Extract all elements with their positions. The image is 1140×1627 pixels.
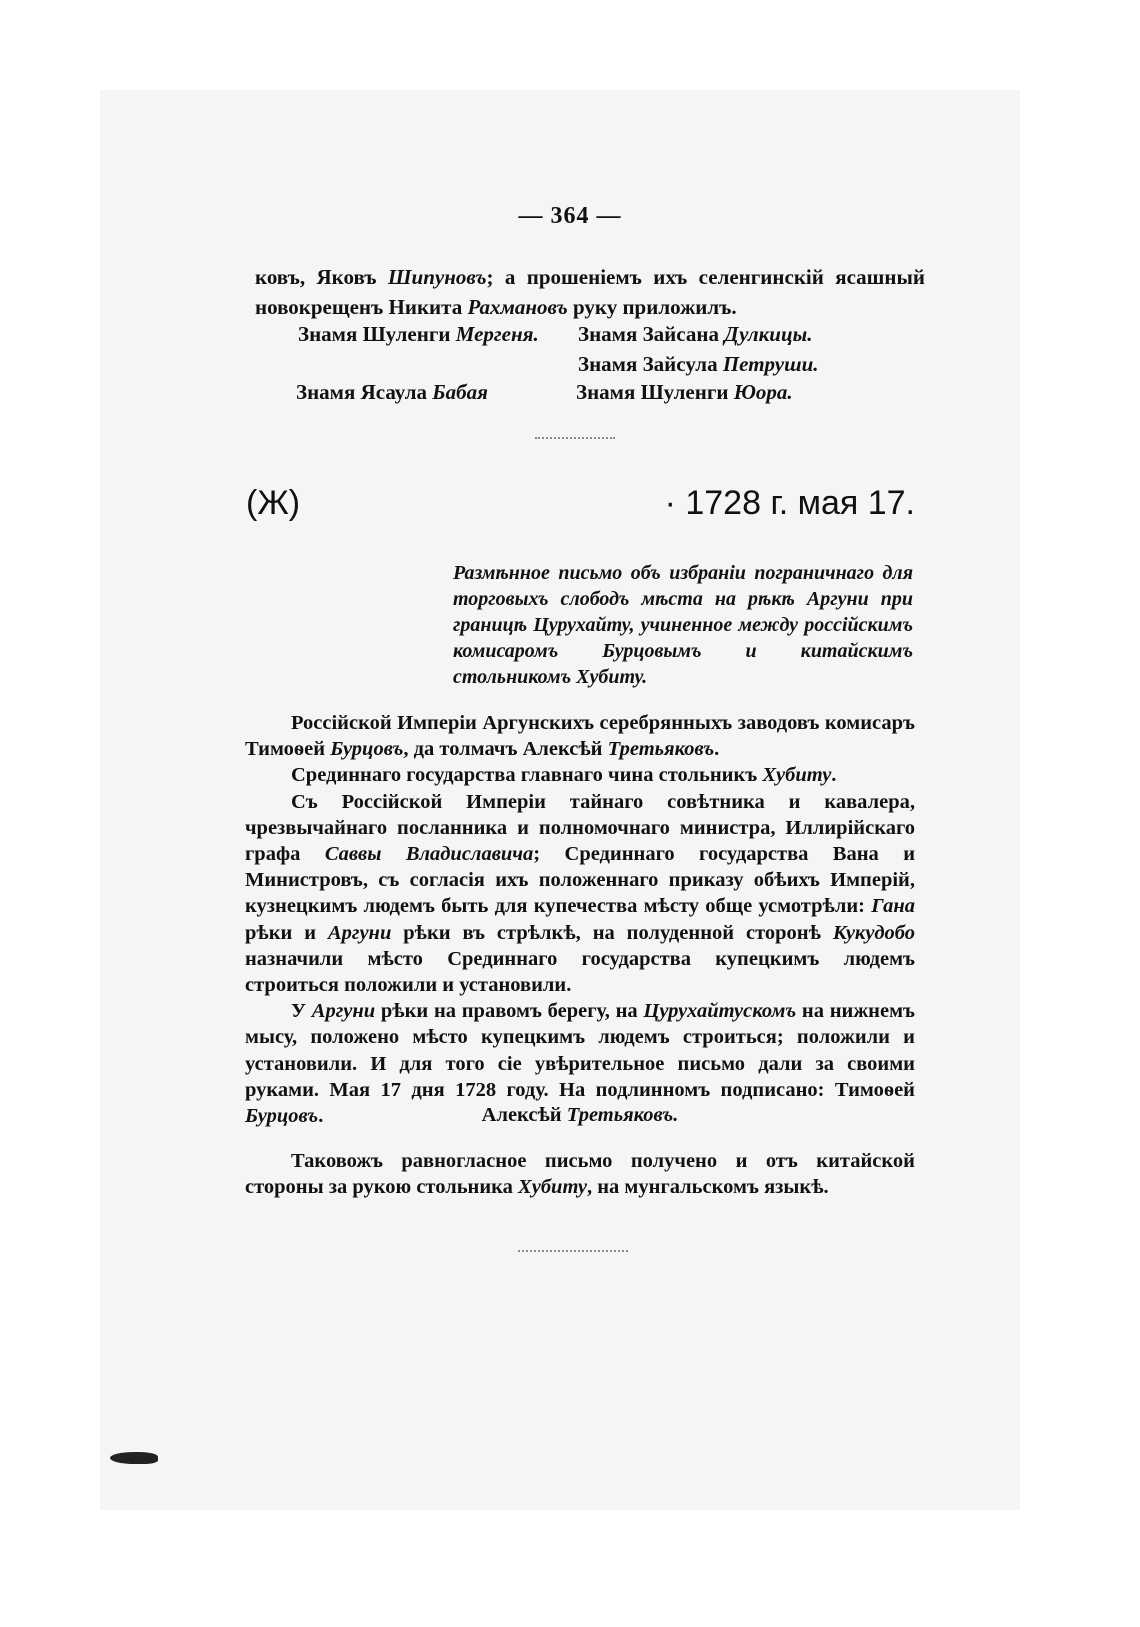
text-run: руку приложилъ. xyxy=(567,295,737,319)
signature-petrushi: Знамя Зайсула Петруши. xyxy=(578,352,819,376)
signature-babaya: Знамя Ясаула Бабая xyxy=(296,380,488,404)
text-run: ; а прошеніемъ ихъ селенгинскій ясашный новокрещенъ Никита xyxy=(255,265,925,319)
separator-rule xyxy=(535,437,615,439)
body-text xyxy=(245,710,915,1129)
paragraph: Съ Россійской Имперіи тайнаго совѣтника и кавалера, чрезвычайнаго посланника и полномочнаго министра, Иллирійскаго графа Саввы Владиславича; Срединнаго государства Вана и Министровъ, съ согласія ихъ положеннаго приказу обѣихъ Имперій, кузнецкимъ людемъ быть для купечества мѣсту обще усмотрѣли: Гана рѣки и Аргуни рѣки въ стрѣлкѣ, на полуденной сторонѣ Кукудобо назначили мѣсто Срединнаго государства купецкимъ людемъ строиться положили и установили. xyxy=(245,790,916,997)
page-number: — 364 — xyxy=(518,203,622,229)
signature-yuora: Знамя Шуленги Юора. xyxy=(576,380,793,404)
paragraph: У Аргуни рѣки на правомъ берегу, на Цурухайтускомъ на нижнемъ мысу, положено мѣсто купецкимъ людемъ строиться; положили и установили. И для того сіе увѣрительное письмо дали за своими руками. Мая 17 дня 1728 году. На подлинномъ подписано: Тимоѳей Бурцовъ. xyxy=(245,1000,916,1128)
top-paragraph xyxy=(255,262,925,322)
paragraph: Срединнаго государства главнаго чина стольникъ Хубиту. xyxy=(291,764,837,787)
signature-tretyakov: Алексѣй Третьяковъ. xyxy=(481,1104,679,1126)
paragraph: Россійской Имперіи Аргунскихъ серебрянныхъ заводовъ комисаръ Тимоѳей Бурцовъ, да толмачъ Алексѣй Третьяковъ. xyxy=(245,712,915,761)
text-run: ковъ, Яковъ xyxy=(255,265,388,289)
ink-smudge xyxy=(110,1452,158,1464)
text-run-italic: Рахмановъ xyxy=(467,295,568,319)
paragraph: Таковожъ равногласное письмо получено и отъ китайской стороны за рукою стольника Хубиту, на мунгальскомъ языкѣ. xyxy=(245,1150,915,1199)
document-abstract: Размѣнное письмо объ избраніи пограничнаго для торговыхъ слободъ мѣста на рѣкѣ Аргуни при границѣ Цурухайту, учиненное между россійскимъ комисаромъ Бурцовымъ и китайскимъ стольникомъ Хубиту. xyxy=(453,562,913,688)
closing-paragraph xyxy=(245,1148,915,1200)
signature-mergen: Знамя Шуленги Мергеня. xyxy=(298,322,539,346)
signature-dulkitsy: Знамя Зайсана Дулкицы. xyxy=(578,322,813,346)
footer-rule xyxy=(518,1250,628,1252)
text-run-italic: Шипуновъ xyxy=(387,265,487,289)
section-date: · 1728 г. мая 17. xyxy=(664,484,915,522)
section-mark: (Ж) xyxy=(246,484,301,522)
